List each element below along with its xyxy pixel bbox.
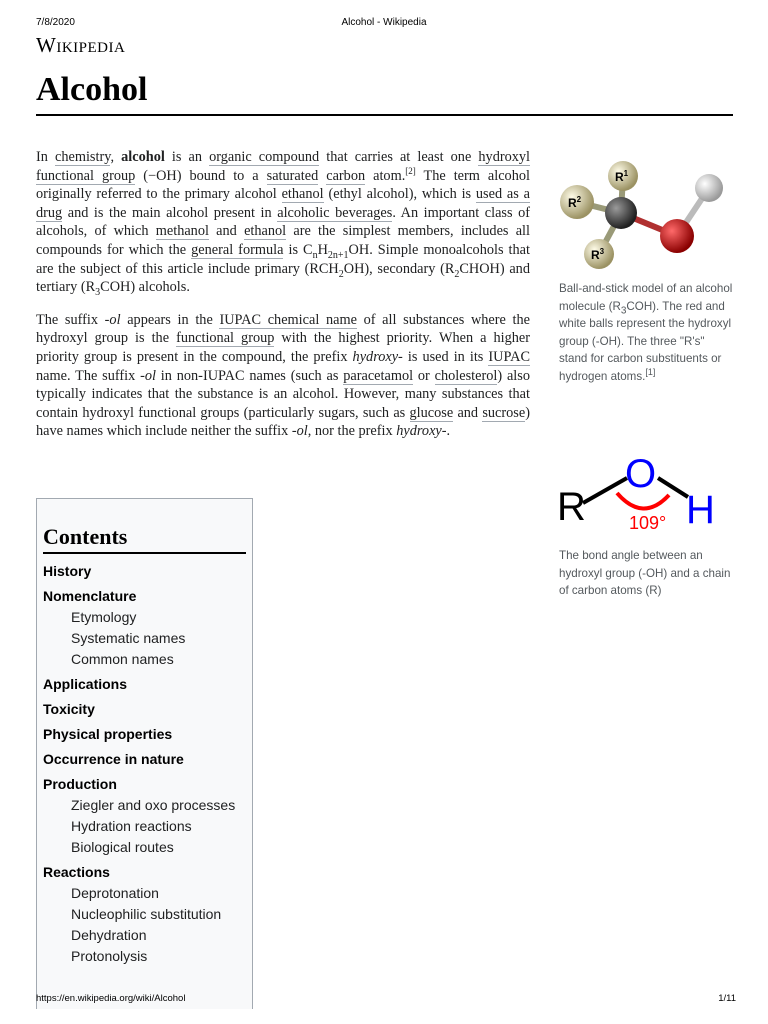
- carbon-atom: [605, 197, 637, 229]
- link-organic-compound[interactable]: organic compound: [209, 149, 320, 165]
- oxygen-atom: [660, 219, 694, 253]
- link-alcoholic-beverages[interactable]: alcoholic beverages: [277, 204, 393, 221]
- bold-term-alcohol: alcohol: [121, 149, 165, 165]
- link-glucose[interactable]: glucose: [409, 404, 454, 421]
- link-carbon[interactable]: carbon: [326, 167, 366, 184]
- label-r1: $R^1$: [615, 169, 629, 184]
- title-underline: [36, 114, 733, 116]
- toc-subitem-hydration-reactions[interactable]: Hydration reactions: [71, 818, 192, 834]
- link-cholesterol[interactable]: cholesterol: [434, 367, 498, 384]
- link-general-formula[interactable]: general formula: [191, 241, 284, 258]
- toc-item-occurrence-in-nature[interactable]: Occurrence in nature: [43, 751, 184, 767]
- link-sucrose[interactable]: sucrose: [482, 404, 526, 421]
- toc-item-nomenclature[interactable]: Nomenclature: [43, 588, 137, 604]
- toc-subitem-nucleophilic-substitution[interactable]: Nucleophilic substitution: [71, 906, 222, 922]
- print-date: 7/8/2020: [36, 17, 75, 28]
- label-h: H: [686, 488, 715, 532]
- bond-angle-figure: [555, 445, 735, 600]
- ball-and-stick-caption: Ball-and-stick model of an alcohol molecule $(R_3COH)$. The red and white balls represent the hydroxyl group (-OH). The three "R's" stand for carbon substituents or hydrogen atoms.[1]: [559, 282, 733, 383]
- toc-item-physical-properties[interactable]: Physical properties: [43, 726, 173, 742]
- bond-angle-caption: The bond angle between an hydroxyl group (-OH) and a chain of carbon atoms (R): [559, 549, 731, 597]
- toc-item-reactions[interactable]: Reactions: [43, 864, 110, 880]
- link-iupac-chemical-name[interactable]: IUPAC chemical name: [219, 311, 357, 328]
- bond-o-h: [658, 478, 688, 497]
- toc-subitem-dehydration[interactable]: Dehydration: [71, 927, 147, 943]
- ball-and-stick-figure: [555, 158, 735, 385]
- suffix-paragraph: The suffix -ol appears in the IUPAC chemical name of all substances where the hydroxyl group is the functional group with the highest priority. When a higher priority group is present in the compound, the prefix hydroxy- is used in its IUPAC name. The suffix -ol in non-IUPAC names (such as paracetamol or cholesterol) also typically indicates that the substance is an alcohol. However, many substances that contain hydroxyl functional groups (particularly sugars, such as glucose and sucrose) have names which include neither the suffix -ol, nor the prefix hydroxy-.: [36, 311, 530, 440]
- print-page-number: 1/11: [718, 993, 736, 1004]
- toc-item-toxicity[interactable]: Toxicity: [43, 701, 95, 717]
- table-of-contents: [36, 498, 253, 1009]
- label-r: R: [557, 485, 586, 529]
- link-chemistry[interactable]: chemistry: [55, 149, 111, 165]
- link-drug[interactable]: used as a drug: [36, 186, 530, 221]
- link-functional-group[interactable]: functional group: [176, 330, 275, 347]
- link-ethanol[interactable]: ethanol: [281, 186, 324, 203]
- label-o: O: [625, 452, 657, 496]
- toc-subitem-systematic-names[interactable]: Systematic names: [71, 630, 186, 646]
- toc-subitem-deprotonation[interactable]: Deprotonation: [71, 885, 159, 901]
- bond-angle-image[interactable]: [555, 445, 733, 537]
- label-angle: 109°: [629, 513, 667, 533]
- link-saturated[interactable]: saturated: [266, 167, 319, 184]
- toc-subitem-biological-routes[interactable]: Biological routes: [71, 839, 174, 855]
- link-ethanol-2[interactable]: ethanol: [244, 223, 287, 240]
- label-r3: $R^3$: [591, 247, 605, 262]
- reference-1[interactable]: [1]: [645, 366, 656, 377]
- ball-and-stick-image[interactable]: [555, 158, 733, 274]
- print-url: https://en.wikipedia.org/wiki/Alcohol: [36, 993, 186, 1004]
- toc-title: Contents: [43, 524, 246, 554]
- link-hydroxyl-group[interactable]: hydroxyl functional group: [36, 149, 531, 184]
- link-paracetamol[interactable]: paracetamol: [343, 367, 414, 384]
- hydrogen-atom: [695, 174, 723, 202]
- wikipedia-wordmark[interactable]: Wikipedia: [36, 33, 126, 57]
- toc-item-production[interactable]: Production: [43, 776, 117, 792]
- page-title: Alcohol: [36, 71, 148, 108]
- intro-paragraph: In chemistry, alcohol is an organic compound that carries at least one hydroxyl functional group (−OH) bound to a saturated carbon atom.[2] The term alcohol originally referred to the primary alcohol ethanol (ethyl alcohol), which is used as a drug and is the main alcohol present in alcoholic beverages. An important class of alcohols, of which methanol and ethanol are the simplest members, includes all compounds for which the general formula is $C_nH_{2n+1}OH$. Simple monoalcohols that are the subject of this article include primary $(RCH_2OH)$, secondary $(R_2CHOH)$ and tertiary $(R_3COH)$ alcohols.: [36, 149, 531, 299]
- toc-subitem-common-names[interactable]: Common names: [71, 651, 174, 667]
- toc-list: [43, 561, 252, 967]
- reference-2[interactable]: [2]: [405, 165, 416, 176]
- toc-item-history[interactable]: History: [43, 563, 92, 579]
- article-body: [36, 148, 530, 455]
- toc-subitem-protonolysis[interactable]: Protonolysis: [71, 948, 148, 964]
- link-iupac[interactable]: IUPAC: [488, 348, 530, 365]
- label-r2: $R^2$: [568, 195, 582, 210]
- toc-item-applications[interactable]: Applications: [43, 676, 128, 692]
- link-methanol[interactable]: methanol: [155, 223, 209, 240]
- toc-subitem-etymology[interactable]: Etymology: [71, 609, 137, 625]
- print-page-title: Alcohol - Wikipedia: [341, 17, 427, 28]
- toc-subitem-ziegler-and-oxo-processes[interactable]: Ziegler and oxo processes: [71, 797, 236, 813]
